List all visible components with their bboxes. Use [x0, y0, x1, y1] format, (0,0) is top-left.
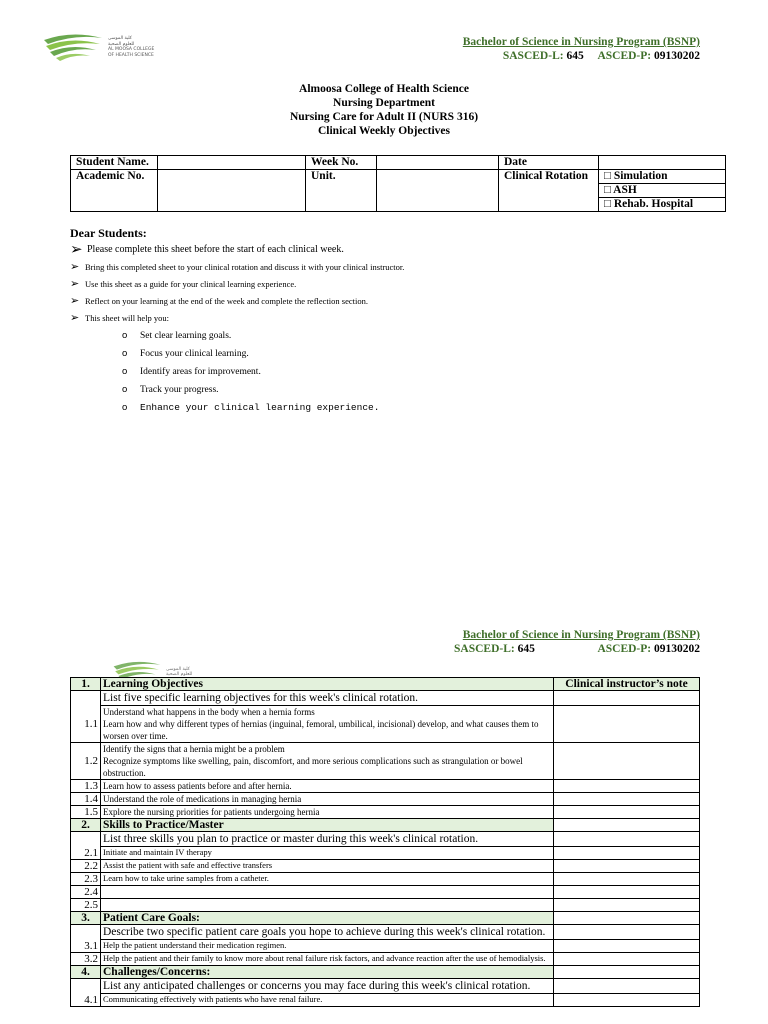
instructor-note-cell[interactable] — [554, 873, 700, 886]
help-item: o Identify areas for improvement. — [122, 366, 261, 377]
program-header-bottom — [454, 628, 700, 656]
instructor-note-cell[interactable] — [554, 691, 700, 706]
section-description: List three skills you plan to practice or master during this week's clinical rotation. — [101, 832, 554, 847]
instructor-note-cell[interactable] — [554, 925, 700, 940]
logo-wordmark: كلية الموسى للعلوم الصحية AL MOOSA COLLEGE OF HEALTH SCIENCE — [108, 36, 155, 58]
section-title: Challenges/Concerns: — [101, 966, 554, 979]
objective-row — [71, 899, 700, 912]
objective-row — [71, 953, 700, 966]
circle-bullet-icon: o — [122, 402, 128, 413]
instructor-note-cell[interactable] — [554, 940, 700, 953]
academic-no-field[interactable] — [158, 170, 306, 212]
instructions-section — [70, 226, 710, 415]
item-text-field[interactable]: Learn how to assess patients before and after hernia. — [101, 780, 554, 793]
item-text-field[interactable]: Identify the signs that a hernia might be a problem Recognize symptoms like swelling, pain, discomfort, and more serious complications such as strangulation or bowel obstruction. — [101, 743, 554, 780]
instructor-note-cell[interactable] — [554, 886, 700, 899]
section-description-row — [71, 925, 700, 940]
program-name: Bachelor of Science in Nursing Program (BSNP) — [462, 36, 700, 48]
section-number: 4. — [71, 966, 101, 979]
item-text-field[interactable]: Help the patient understand their medication regimen. — [101, 940, 554, 953]
objective-row — [71, 847, 700, 860]
department-name: Nursing Department — [333, 97, 435, 109]
instruction-bullet: ➢ Please complete this sheet before the start of each clinical week. — [70, 242, 344, 258]
item-number: 2.1 — [71, 847, 101, 860]
instructor-note-cell[interactable] — [554, 832, 700, 847]
objective-row — [71, 994, 700, 1007]
circle-bullet-icon: o — [122, 348, 128, 359]
item-number: 1.3 — [71, 780, 101, 793]
option-simulation-checkbox[interactable]: □ Simulation — [599, 170, 726, 184]
item-text-field[interactable] — [101, 899, 554, 912]
objectives-table — [70, 677, 700, 1007]
instructor-note-cell[interactable] — [554, 780, 700, 793]
date-label: Date — [499, 156, 599, 170]
section-title: Skills to Practice/Master — [101, 819, 554, 832]
clinical-rotation-label: Clinical Rotation — [499, 170, 599, 212]
objective-row — [71, 706, 700, 743]
instructor-note-cell[interactable] — [554, 953, 700, 966]
leaf-logo-icon — [42, 30, 104, 64]
spacer-cell — [71, 832, 101, 847]
instructor-note-cell — [554, 819, 700, 832]
section-description: List five specific learning objectives for this week's clinical rotation. — [101, 691, 554, 706]
help-list — [122, 329, 710, 415]
objective-row — [71, 793, 700, 806]
objective-row — [71, 860, 700, 873]
item-number: 2.4 — [71, 886, 101, 899]
section-number: 2. — [71, 819, 101, 832]
program-name: Bachelor of Science in Nursing Program (BSNP) — [462, 629, 700, 641]
instruction-bullet: ➢ This sheet will help you: — [70, 312, 170, 324]
item-text-field[interactable]: Communicating effectively with patients who have renal failure. — [101, 994, 554, 1007]
instructor-note-cell[interactable] — [554, 994, 700, 1007]
spacer-cell — [71, 691, 101, 706]
item-number: 2.2 — [71, 860, 101, 873]
item-text-field[interactable]: Learn how to take urine samples from a catheter. — [101, 873, 554, 886]
college-logo — [42, 30, 154, 64]
arrow-bullet-icon: ➢ — [70, 261, 80, 273]
item-text-field[interactable]: Understand the role of medications in managing hernia — [101, 793, 554, 806]
date-field[interactable] — [599, 156, 726, 170]
circle-bullet-icon: o — [122, 384, 128, 395]
instructor-note-cell[interactable] — [554, 793, 700, 806]
document-title — [184, 82, 584, 138]
option-rehab-checkbox[interactable]: □ Rehab. Hospital — [599, 198, 726, 212]
objective-row — [71, 940, 700, 953]
section-number: 1. — [71, 678, 101, 691]
week-no-field[interactable] — [377, 156, 499, 170]
college-name: Almoosa College of Health Science — [299, 83, 469, 95]
section-title: Learning Objectives — [101, 678, 554, 691]
arrow-bullet-icon: ➢ — [70, 242, 83, 258]
section-title: Patient Care Goals: — [101, 912, 554, 925]
objective-row — [71, 743, 700, 780]
section-description-row — [71, 691, 700, 706]
section-description-row — [71, 832, 700, 847]
circle-bullet-icon: o — [122, 330, 128, 341]
student-name-label: Student Name. — [71, 156, 158, 170]
item-text-field[interactable]: Explore the nursing priorities for patients undergoing hernia — [101, 806, 554, 819]
section-header-row — [71, 678, 700, 691]
program-header-top — [463, 35, 700, 63]
instructor-note-cell — [554, 966, 700, 979]
instructor-note-cell[interactable] — [554, 847, 700, 860]
instructor-note-cell[interactable] — [554, 743, 700, 780]
instructor-note-cell[interactable] — [554, 860, 700, 873]
instructor-note-cell[interactable] — [554, 979, 700, 994]
item-number: 3.2 — [71, 953, 101, 966]
section-header-row — [71, 912, 700, 925]
item-text-field[interactable] — [101, 886, 554, 899]
instructor-note-cell — [554, 912, 700, 925]
spacer-cell — [71, 925, 101, 940]
instruction-bullet: ➢ Bring this completed sheet to your clinical rotation and discuss it with your clinical instructor. — [70, 261, 405, 273]
instruction-bullet: ➢ Reflect on your learning at the end of the week and complete the reflection section. — [70, 295, 368, 307]
section-description: List any anticipated challenges or concerns you may face during this week's clinical rotation. — [101, 979, 554, 994]
document-name: Clinical Weekly Objectives — [317, 125, 451, 137]
section-description: Describe two specific patient care goals you hope to achieve during this week's clinical rotation. — [101, 925, 554, 940]
circle-bullet-icon: o — [122, 366, 128, 377]
item-number: 2.3 — [71, 873, 101, 886]
objective-row — [71, 780, 700, 793]
section-header-row — [71, 819, 700, 832]
objective-row — [71, 886, 700, 899]
arrow-bullet-icon: ➢ — [70, 278, 80, 290]
section-description-row — [71, 979, 700, 994]
instruction-bullet: ➢ Use this sheet as a guide for your clinical learning experience. — [70, 278, 297, 290]
item-number: 1.4 — [71, 793, 101, 806]
help-item: o Track your progress. — [122, 384, 219, 395]
program-codes: SASCED-L: 645 ASCED-P: 09130202 — [502, 50, 700, 62]
academic-no-label: Academic No. — [71, 170, 158, 212]
unit-field[interactable] — [377, 170, 499, 212]
arrow-bullet-icon: ➢ — [70, 312, 80, 324]
instructor-note-cell[interactable] — [554, 806, 700, 819]
program-codes: SASCED-L: 645 ASCED-P: 09130202 — [454, 643, 700, 655]
unit-label: Unit. — [306, 170, 377, 212]
help-item: o Focus your clinical learning. — [122, 348, 249, 359]
week-no-label: Week No. — [306, 156, 377, 170]
section-number: 3. — [71, 912, 101, 925]
item-number: 2.5 — [71, 899, 101, 912]
item-number: 3.1 — [71, 940, 101, 953]
item-text-field[interactable]: Initiate and maintain IV therapy — [101, 847, 554, 860]
student-info-table — [70, 155, 726, 212]
instructor-note-cell[interactable] — [554, 706, 700, 743]
instructor-note-header: Clinical instructor’s note — [554, 678, 700, 691]
help-item: o Set clear learning goals. — [122, 330, 232, 341]
item-number: 1.5 — [71, 806, 101, 819]
item-number: 1.2 — [71, 743, 101, 780]
instructions-heading: Dear Students: — [70, 226, 147, 240]
item-number: 4.1 — [71, 994, 101, 1007]
section-header-row — [71, 966, 700, 979]
objective-row — [71, 806, 700, 819]
instructor-note-cell[interactable] — [554, 899, 700, 912]
item-number: 1.1 — [71, 706, 101, 743]
option-ash-checkbox[interactable]: □ ASH — [599, 184, 726, 198]
arrow-bullet-icon: ➢ — [70, 295, 80, 307]
objective-row — [71, 873, 700, 886]
item-text-field[interactable]: Understand what happens in the body when a hernia forms Learn how and why different types of hernias (inguinal, femoral, umbilical, incisional) develop, and what causes them to worsen over time. — [101, 706, 554, 743]
course-name: Nursing Care for Adult II (NURS 316) — [289, 111, 479, 123]
spacer-cell — [71, 979, 101, 994]
item-text-field[interactable]: Help the patient and their family to know more about renal failure risk factors, and advance reaction after the use of hemodialysis. — [101, 953, 554, 966]
logo-wordmark: كلية الموسى للعلوم الصحية — [166, 666, 193, 677]
item-text-field[interactable]: Assist the patient with safe and effective transfers — [101, 860, 554, 873]
help-item: o Enhance your clinical learning experience. — [122, 402, 380, 413]
student-name-field[interactable] — [158, 156, 306, 170]
